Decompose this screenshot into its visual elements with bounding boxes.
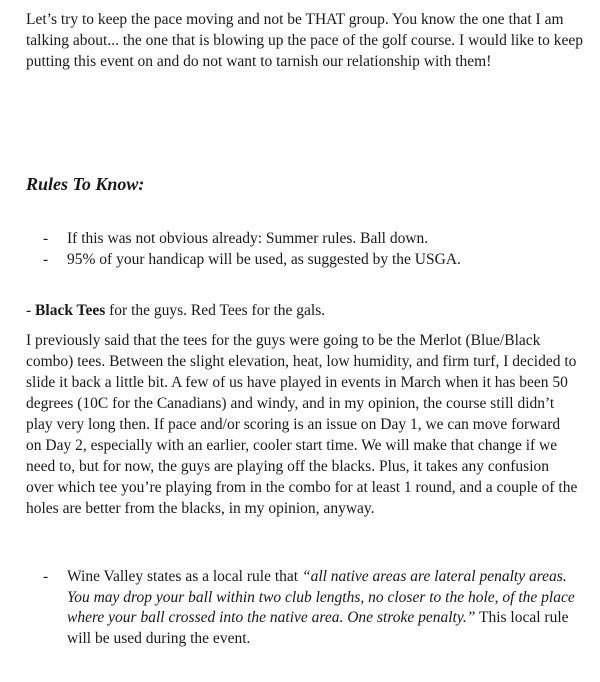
tees-explanation-paragraph: I previously said that the tees for the guys were going to be the Merlot (Blue/Black combo) tees. Between the slight elevation, heat, low humidity, and firm turf, I decided to slide it back a little bit. A few of us have played in events in March when it has been 50 degrees (10C for the Canadians) and windy, and in my opinion, the course still didn’t play very long then. If pace and/or scoring is an issue on Day 1, we can move forward on Day 2, especially with an earlier, cooler start time. We will make that change if we need to, but for now, the guys are playing off the blacks. Plus, it takes any confusion over which tee you’re playing from in the combo for at least 1 round, and a couple of the holes are better from the blacks, in my opinion, anyway. (26, 332, 578, 517)
rules-heading: Rules To Know: (26, 174, 145, 194)
local-rule-tail: This local rule will be used during the event. (67, 609, 569, 647)
dash-bullet: - (43, 230, 49, 247)
list-item (43, 567, 583, 649)
tees-line (26, 300, 586, 321)
local-rule-list (43, 567, 583, 649)
intro-paragraph: Let’s try to keep the pace moving and not be THAT group. You know the one that I am talking about... the one that is blowing up the pace of the golf course. I would like to keep putting this event on and do not want to tarnish our relationship with them! (26, 11, 584, 70)
local-rule-quote: “all native areas are lateral penalty areas. You may drop your ball within two club lengths, no closer to the hole, of the place where your ball crossed into the native area. One stroke penalty.” (67, 568, 575, 626)
rules-list (43, 229, 583, 270)
dash-bullet: - (43, 250, 49, 268)
local-rule-lead: Wine Valley states as a local rule that (67, 568, 302, 585)
tees-rest: for the guys. Red Tees for the gals. (105, 302, 326, 319)
rule-text: If this was not obvious already: Summer rules. Ball down. (67, 230, 429, 247)
dash-bullet: - (43, 568, 49, 585)
tees-prefix: - (26, 302, 36, 319)
tees-bold-label: Black Tees (35, 302, 106, 319)
list-item (43, 250, 583, 271)
list-item (43, 229, 583, 250)
rule-text: 95% of your handicap will be used, as suggested by the USGA. (67, 250, 461, 268)
